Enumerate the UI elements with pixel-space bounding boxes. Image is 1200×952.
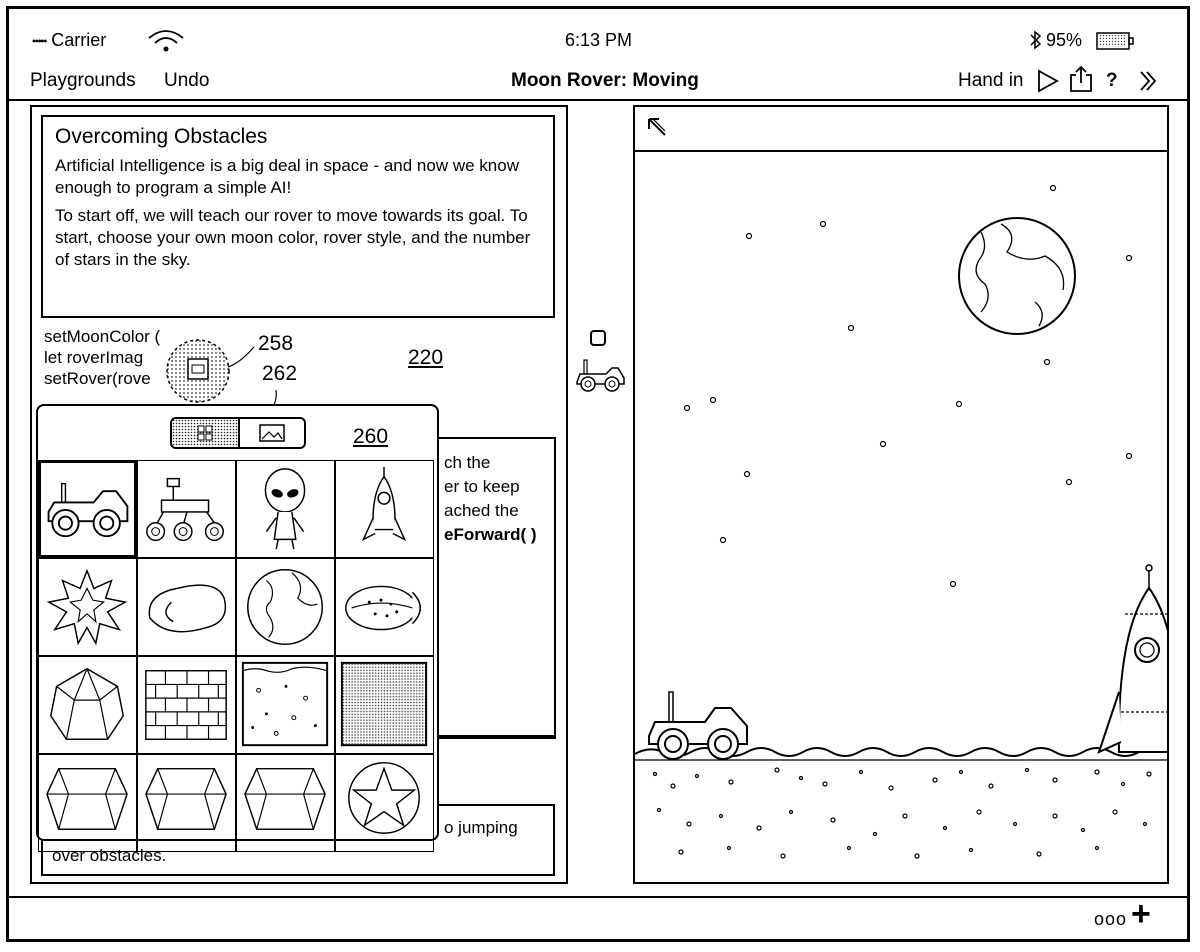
code-line-2[interactable]: let roverImag — [44, 348, 144, 367]
grid-item-gem-2[interactable] — [137, 754, 236, 852]
leader-258 — [226, 345, 256, 369]
scene-rocket-icon — [1099, 565, 1169, 752]
hand-in-button[interactable]: Hand in — [958, 70, 1024, 91]
ref-260: 260 — [353, 425, 389, 448]
gem-icon — [138, 755, 235, 839]
grid-item-star[interactable] — [335, 754, 434, 852]
playgrounds-button[interactable]: Playgrounds — [30, 70, 136, 91]
bottom-text-fragment: o jumping — [444, 818, 518, 837]
segment-library[interactable] — [172, 419, 238, 447]
succulent-icon — [39, 559, 136, 655]
picker-segmented-control[interactable] — [170, 417, 306, 449]
more-options-button[interactable]: ooo — [1094, 909, 1128, 929]
grid-item-crystal[interactable] — [38, 656, 137, 754]
double-chevron-icon[interactable] — [1138, 68, 1160, 94]
undo-button[interactable]: Undo — [164, 70, 210, 91]
bottom-divider — [9, 896, 1190, 898]
page-title: Moon Rover: Moving — [511, 70, 699, 91]
lesson-box — [41, 115, 555, 318]
ref-262: 262 — [262, 362, 298, 385]
instruction-line-4: eForward( ) — [444, 525, 537, 544]
grid-item-rocket[interactable] — [335, 460, 434, 558]
gem-icon — [237, 755, 334, 839]
help-button[interactable]: ? — [1106, 70, 1118, 91]
moon-surface-icon — [237, 657, 334, 753]
grid-item-rover[interactable] — [38, 460, 137, 558]
lesson-para-1: Artificial Intelligence is a big deal in space - and now we know enough to program a simple AI! — [55, 156, 519, 197]
battery-percent: 95% — [1046, 30, 1083, 50]
battery-icon — [1096, 31, 1136, 51]
instruction-line-1: ch the — [444, 453, 491, 472]
add-button[interactable]: + — [1131, 895, 1151, 933]
nav-divider — [9, 99, 1190, 101]
brick-wall-icon — [138, 657, 235, 753]
expand-arrow-icon[interactable] — [645, 115, 671, 141]
texture-icon — [336, 657, 433, 753]
crystal-icon — [39, 657, 136, 753]
grid-item-moon-rock[interactable] — [137, 558, 236, 656]
code-line-1[interactable]: setMoonColor ( — [44, 327, 161, 346]
ref-220: 220 — [408, 346, 444, 369]
carrier-label: Carrier — [51, 30, 107, 50]
instruction-text — [444, 451, 537, 547]
ref-258: 258 — [258, 332, 294, 355]
grid-item-moon-surface[interactable] — [236, 656, 335, 754]
status-bar — [32, 30, 106, 51]
rover-icon — [41, 463, 134, 555]
grid-item-seed-pod[interactable] — [335, 558, 434, 656]
wifi-icon — [146, 28, 186, 54]
grid-item-texture[interactable] — [335, 656, 434, 754]
star-icon — [336, 755, 433, 839]
alien-icon — [237, 461, 334, 557]
grid-item-brick-wall[interactable] — [137, 656, 236, 754]
image-literal-token[interactable] — [162, 335, 234, 407]
grid-item-globe[interactable] — [236, 558, 335, 656]
lesson-para-2: To start off, we will teach our rover to move towards its goal. To start, choose your own moon color, rover style, and the number of stars in the sky. — [55, 206, 531, 269]
scene-canvas — [635, 152, 1169, 882]
globe-icon — [237, 559, 334, 655]
grid-item-mars-rover[interactable] — [137, 460, 236, 558]
status-time: 6:13 PM — [565, 30, 633, 50]
moon-pebbles — [654, 768, 1152, 858]
mars-rover-icon — [138, 461, 235, 557]
grid-item-alien[interactable] — [236, 460, 335, 558]
grid-item-gem-3[interactable] — [236, 754, 335, 852]
gem-icon — [39, 755, 136, 839]
run-icon[interactable] — [1036, 68, 1060, 94]
bluetooth-icon — [1029, 30, 1043, 50]
instruction-line-3: ached the — [444, 501, 519, 520]
live-view-panel — [633, 105, 1169, 884]
share-icon[interactable] — [1068, 64, 1094, 94]
image-icon[interactable] — [240, 419, 306, 447]
bottom-text-line: over obstacles. — [52, 846, 167, 865]
image-grid — [38, 460, 435, 839]
mini-rover-icon — [574, 358, 626, 392]
rocket-icon — [336, 461, 433, 557]
signal-dots: ••••• — [32, 35, 47, 48]
checkbox-icon[interactable] — [590, 330, 606, 346]
seed-pod-icon — [336, 559, 433, 655]
divider-line — [420, 737, 556, 739]
code-line-3[interactable]: setRover(rove — [44, 369, 151, 388]
moon-rock-icon — [138, 559, 235, 655]
earth-icon — [959, 218, 1075, 334]
grid-item-succulent[interactable] — [38, 558, 137, 656]
lesson-heading: Overcoming Obstacles — [55, 125, 268, 148]
instruction-line-2: er to keep — [444, 477, 520, 496]
grid-item-gem-1[interactable] — [38, 754, 137, 852]
